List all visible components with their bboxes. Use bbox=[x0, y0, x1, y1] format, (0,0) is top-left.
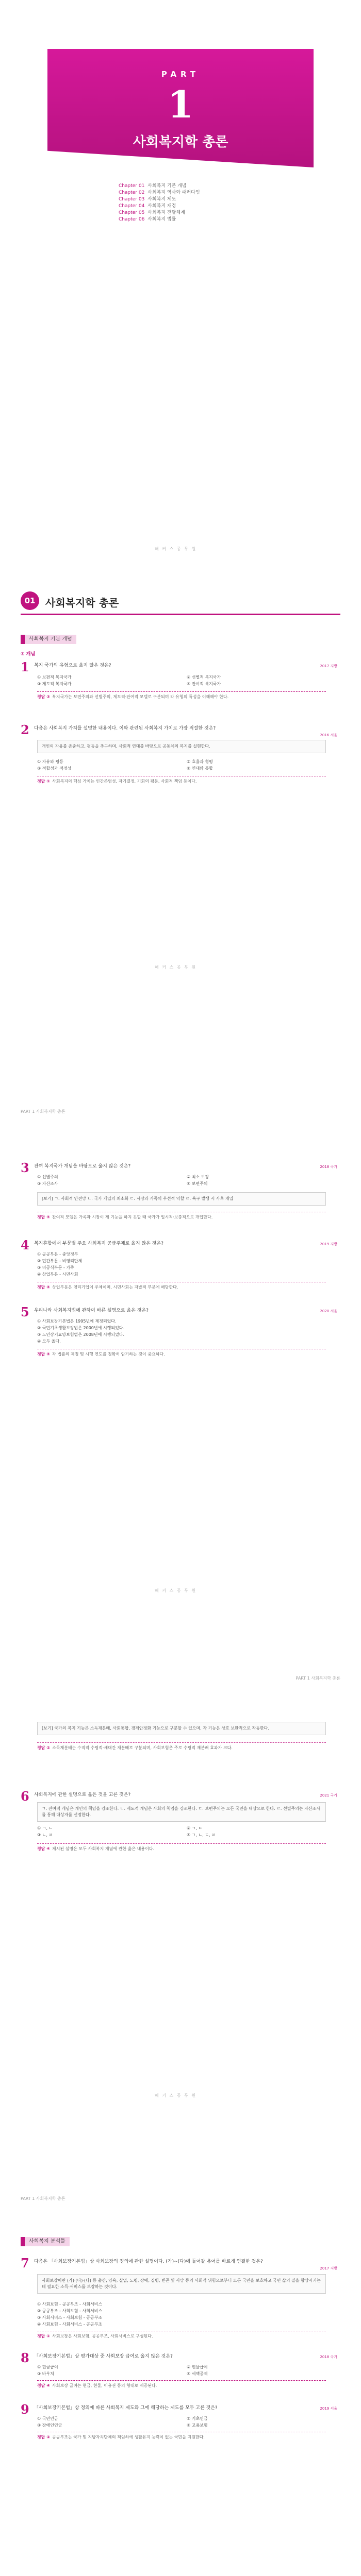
choice[interactable]: ④ 보편주의 bbox=[187, 1181, 208, 1186]
chapter-item: Chapter 03 사회복지 제도 bbox=[119, 197, 176, 202]
choice[interactable]: ① 현금급여 bbox=[37, 2365, 58, 2369]
explanation: 정답 ② 소득재분배는 수직적·수평적·세대간 재분배로 구분되며, 사회보험은 주로 수평적 재분배 효과가 크다. bbox=[37, 1742, 326, 1751]
passage-box: ㄱ. 잔여적 개념은 개인의 책임을 강조한다. ㄴ. 제도적 개념은 사회의 책임을 강조한다. ㄷ. 보편주의는 모든 국민을 대상으로 한다. ㄹ. 선별주의는 자산조사를 통해 대상자를 선정한다. bbox=[37, 1802, 326, 1822]
watermark: 해 커 스 공 무 원 bbox=[155, 1588, 197, 1593]
answer: 정답 ③ bbox=[37, 694, 51, 699]
sub-label: ① 개념 bbox=[21, 652, 36, 657]
watermark: 해 커 스 공 무 원 bbox=[155, 965, 197, 970]
question-source: 2019 서울 bbox=[320, 2406, 337, 2411]
choice[interactable]: ③ 노인장기요양보험법은 2008년에 시행되었다. bbox=[37, 1332, 125, 1337]
cover-part-number: 1 bbox=[167, 82, 194, 126]
chapter-badge: 01 bbox=[21, 591, 39, 610]
choice[interactable]: ② 효율과 형평 bbox=[187, 759, 213, 764]
chapter-item: Chapter 04 사회복지 재정 bbox=[119, 204, 176, 209]
question-source: 2019 지방 bbox=[320, 1242, 337, 1246]
choice[interactable]: ② 공공부조 - 사회보험 - 사회서비스 bbox=[37, 2309, 103, 2313]
chapter-item: Chapter 02 사회복지 역사와 패러다임 bbox=[119, 190, 200, 195]
choice[interactable]: ① 선별주의 bbox=[37, 1175, 58, 1179]
passage-box: 개인의 자유를 존중하고, 평등을 추구하며, 사회적 연대를 바탕으로 공동체의 복지를 실현한다. bbox=[37, 740, 326, 753]
chapter-item: Chapter 01 사회복지 기본 개념 bbox=[119, 183, 187, 189]
question-source: 2017 지방 bbox=[320, 664, 337, 668]
choice[interactable]: ① 보편적 복지국가 bbox=[37, 675, 72, 680]
chapter-item: Chapter 05 사회복지 전달체계 bbox=[119, 210, 185, 215]
choice[interactable]: ④ ㄱ, ㄴ, ㄷ, ㄹ bbox=[187, 1833, 216, 1837]
question-number: 9 bbox=[21, 2402, 29, 2417]
choice-list bbox=[37, 1318, 326, 1345]
question-source: 2020 서울 bbox=[320, 1309, 337, 1313]
question-text: 우리나라 사회복지법에 관하여 바른 설명으로 옳은 것은? bbox=[34, 1308, 149, 1313]
choice-list bbox=[37, 674, 326, 687]
page-2 bbox=[0, 1134, 361, 1701]
topic-heading: 사회복지 기본 개념 bbox=[21, 635, 76, 644]
question-number: 1 bbox=[21, 659, 29, 674]
cover-part-label: PART bbox=[161, 70, 200, 79]
answer: 정답 ② bbox=[37, 2435, 51, 2439]
choice-list bbox=[37, 1825, 326, 1838]
question-number: 5 bbox=[21, 1304, 29, 1319]
watermark: 해 커 스 공 무 원 bbox=[155, 547, 197, 551]
question-number: 4 bbox=[21, 1238, 29, 1252]
choice-list bbox=[37, 1251, 326, 1278]
question-text: 「사회보장기본법」상 정의에 따른 사회복지 제도와 그에 해당하는 제도를 모두 고른 것은? bbox=[34, 2405, 218, 2411]
question-text: 복지혼합에서 부문별 주요 사회복지 공급주체로 옳지 않은 것은? bbox=[34, 1241, 163, 1246]
question-number: 6 bbox=[21, 1789, 29, 1804]
question-text: 복지 국가의 유형으로 옳지 않은 것은? bbox=[34, 663, 111, 668]
question-text: 다음은 「사회보장기본법」상 사회보장의 정의에 관한 설명이다. (가)~(다)에 들어갈 용어를 바르게 연결한 것은? bbox=[34, 2259, 263, 2264]
explanation: 정답 ④ 상업부문은 영리기업이 주체이며, 시민사회는 자발적 부문에 해당한다. bbox=[37, 1282, 326, 1291]
watermark: 해 커 스 공 무 원 bbox=[155, 2093, 197, 2098]
choice[interactable]: ④ 고용보험 bbox=[187, 2423, 208, 2428]
choice[interactable]: ② 선별적 복지국가 bbox=[187, 675, 221, 680]
choice[interactable]: ① 사회보장기본법은 1995년에 제정되었다. bbox=[37, 1319, 117, 1324]
cover-chapter-list bbox=[119, 183, 273, 223]
choice[interactable]: ③ 비공식부문 - 가족 bbox=[37, 1265, 74, 1270]
choice-list bbox=[37, 1174, 326, 1187]
answer: 정답 ④ bbox=[37, 1846, 51, 1851]
choice[interactable]: ② 기초연금 bbox=[187, 2416, 208, 2421]
choice[interactable]: ③ 사회서비스 - 사회보험 - 공공부조 bbox=[37, 2315, 103, 2320]
question-number: 7 bbox=[21, 2256, 29, 2270]
page-footer: PART 1 사회복지학 총론 bbox=[21, 2196, 65, 2201]
choice[interactable]: ① 사회보험 - 공공부조 - 사회서비스 bbox=[37, 2302, 103, 2307]
choice[interactable]: ③ 장애인연금 bbox=[37, 2423, 62, 2428]
question-text: 사회복지에 관한 설명으로 옳은 것을 고른 것은? bbox=[34, 1792, 131, 1798]
choice[interactable]: ② 최소 보장 bbox=[187, 1175, 209, 1179]
chapter-header bbox=[21, 588, 340, 615]
answer: 정답 ① bbox=[37, 2334, 51, 2338]
choice[interactable]: ④ 잔여적 복지국가 bbox=[187, 682, 221, 686]
question-number: 3 bbox=[21, 1160, 29, 1175]
answer: 정답 ④ bbox=[37, 1215, 51, 1219]
answer: 정답 ① bbox=[37, 779, 51, 784]
choice[interactable]: ④ 사회보험 - 사회서비스 - 공공부조 bbox=[37, 2322, 103, 2327]
choice[interactable]: ④ 연대와 통합 bbox=[187, 766, 213, 771]
page-4 bbox=[0, 2216, 361, 2576]
answer: 정답 ④ bbox=[37, 2383, 51, 2388]
passage-box: [보기] ㄱ. 사회적 안전망 ㄴ. 국가 개입의 최소화 ㄷ. 시장과 가족의 우선적 역할 ㄹ. 욕구 발생 시 사후 개입 bbox=[37, 1192, 326, 1206]
passage-box: [보기] 국가의 복지 기능은 소득재분배, 사회통합, 경제안정화 기능으로 구분할 수 있으며, 각 기능은 상호 보완적으로 작동한다. bbox=[37, 1722, 326, 1735]
answer: 정답 ② bbox=[37, 1745, 51, 1750]
passage-box: 사회보장이란 (가)·(나)·(다) 등 출산, 양육, 실업, 노령, 장애, 질병, 빈곤 및 사망 등의 사회적 위험으로부터 모든 국민을 보호하고 국민 삶의 질을 향상시키는 데 필요한 소득·서비스를 보장하는 것이다. bbox=[37, 2274, 326, 2294]
choice[interactable]: ④ 상업부문 - 시민사회 bbox=[37, 1272, 78, 1277]
choice[interactable]: ① ㄱ, ㄴ bbox=[37, 1826, 53, 1831]
explanation: 정답 ③ 복지국가는 보편주의와 선별주의, 제도적·잔여적 모델로 구분되며 각 유형의 특성을 이해해야 한다. bbox=[37, 691, 326, 700]
choice[interactable]: ② 민간부문 - 비영리단체 bbox=[37, 1259, 83, 1263]
question-source: 2017 지방 bbox=[320, 2266, 337, 2270]
choice[interactable]: ③ 바우처 bbox=[37, 2371, 54, 2376]
explanation: 정답 ④ 사회보장 급여는 현금, 현물, 이용권 등의 형태로 제공된다. bbox=[37, 2380, 326, 2389]
question-source: 2018 국가 bbox=[320, 1165, 337, 1169]
explanation: 정답 ① 사회복지의 핵심 가치는 인간존엄성, 자기결정, 기회의 평등, 사회적 책임 등이다. bbox=[37, 776, 326, 785]
choice[interactable]: ② ㄱ, ㄷ bbox=[187, 1826, 203, 1831]
choice-list bbox=[37, 2415, 326, 2429]
choice[interactable]: ③ ㄴ, ㄹ bbox=[37, 1833, 53, 1837]
cover-page bbox=[0, 0, 361, 568]
question-text: 「사회보장기본법」상 평가대상 중 사회보장 급여로 옳지 않은 것은? bbox=[34, 2354, 173, 2359]
page-3 bbox=[0, 1701, 361, 2216]
explanation: 정답 ④ 잔여적 모델은 가족과 시장이 제 기능을 하지 못할 때 국가가 일시적·보충적으로 개입한다. bbox=[37, 1212, 326, 1221]
page-footer: PART 1 사회복지학 총론 bbox=[296, 1676, 340, 1681]
choice[interactable]: ② 현물급여 bbox=[187, 2365, 208, 2369]
choice[interactable]: ④ 모두 옳다. bbox=[37, 1339, 61, 1344]
question-text: 다음은 사회복지 가치를 설명한 내용이다. 이와 관련된 사회복지 가치로 가장 적절한 것은? bbox=[34, 726, 216, 731]
page-footer: PART 1 사회복지학 총론 bbox=[21, 1109, 65, 1114]
choice[interactable]: ③ 제도적 복지국가 bbox=[37, 682, 72, 686]
choice-list bbox=[37, 2364, 326, 2377]
choice-list bbox=[37, 2301, 326, 2328]
question-text: 잔여 복지국가 개념을 바탕으로 옳지 않은 것은? bbox=[34, 1164, 131, 1169]
choice[interactable]: ③ 자산조사 bbox=[37, 1181, 58, 1186]
question-number: 8 bbox=[21, 2350, 29, 2365]
explanation: 정답 ① 사회보장은 사회보험, 공공부조, 사회서비스로 구성된다. bbox=[37, 2331, 326, 2340]
question-source: 2021 국가 bbox=[320, 1793, 337, 1798]
choice[interactable]: ① 자유와 평등 bbox=[37, 759, 63, 764]
chapter-item: Chapter 06 사회복지 법률 bbox=[119, 217, 176, 222]
question-number: 2 bbox=[21, 722, 29, 737]
question-source: 2018 국가 bbox=[320, 2355, 337, 2359]
choice[interactable]: ② 국민기초생활보장법은 2000년에 시행되었다. bbox=[37, 1326, 125, 1330]
question-source: 2016 서울 bbox=[320, 733, 337, 737]
explanation: 정답 ④ 각 법률의 제정 및 시행 연도를 정확히 암기하는 것이 중요하다. bbox=[37, 1349, 326, 1358]
explanation: 정답 ② 공공부조는 국가 및 지방자치단체의 책임하에 생활유지 능력이 없는 국민을 지원한다. bbox=[37, 2432, 326, 2441]
answer: 정답 ④ bbox=[37, 1352, 51, 1357]
choice[interactable]: ③ 적합성과 적정성 bbox=[37, 766, 72, 771]
answer: 정답 ④ bbox=[37, 1285, 51, 1290]
topic-heading: 사회복지 분석틀 bbox=[21, 2237, 70, 2246]
chapter-title: 사회복지학 총론 bbox=[45, 597, 119, 609]
choice[interactable]: ① 공공부문 - 중앙정부 bbox=[37, 1252, 78, 1257]
choice[interactable]: ① 국민연금 bbox=[37, 2416, 58, 2421]
page-1 bbox=[0, 568, 361, 1134]
cover-title: 사회복지학 총론 bbox=[133, 134, 228, 150]
choice[interactable]: ④ 세액공제 bbox=[187, 2371, 208, 2376]
explanation: 정답 ④ 제시된 설명은 모두 사회복지 개념에 관한 옳은 내용이다. bbox=[37, 1843, 326, 1852]
choice-list bbox=[37, 758, 326, 772]
